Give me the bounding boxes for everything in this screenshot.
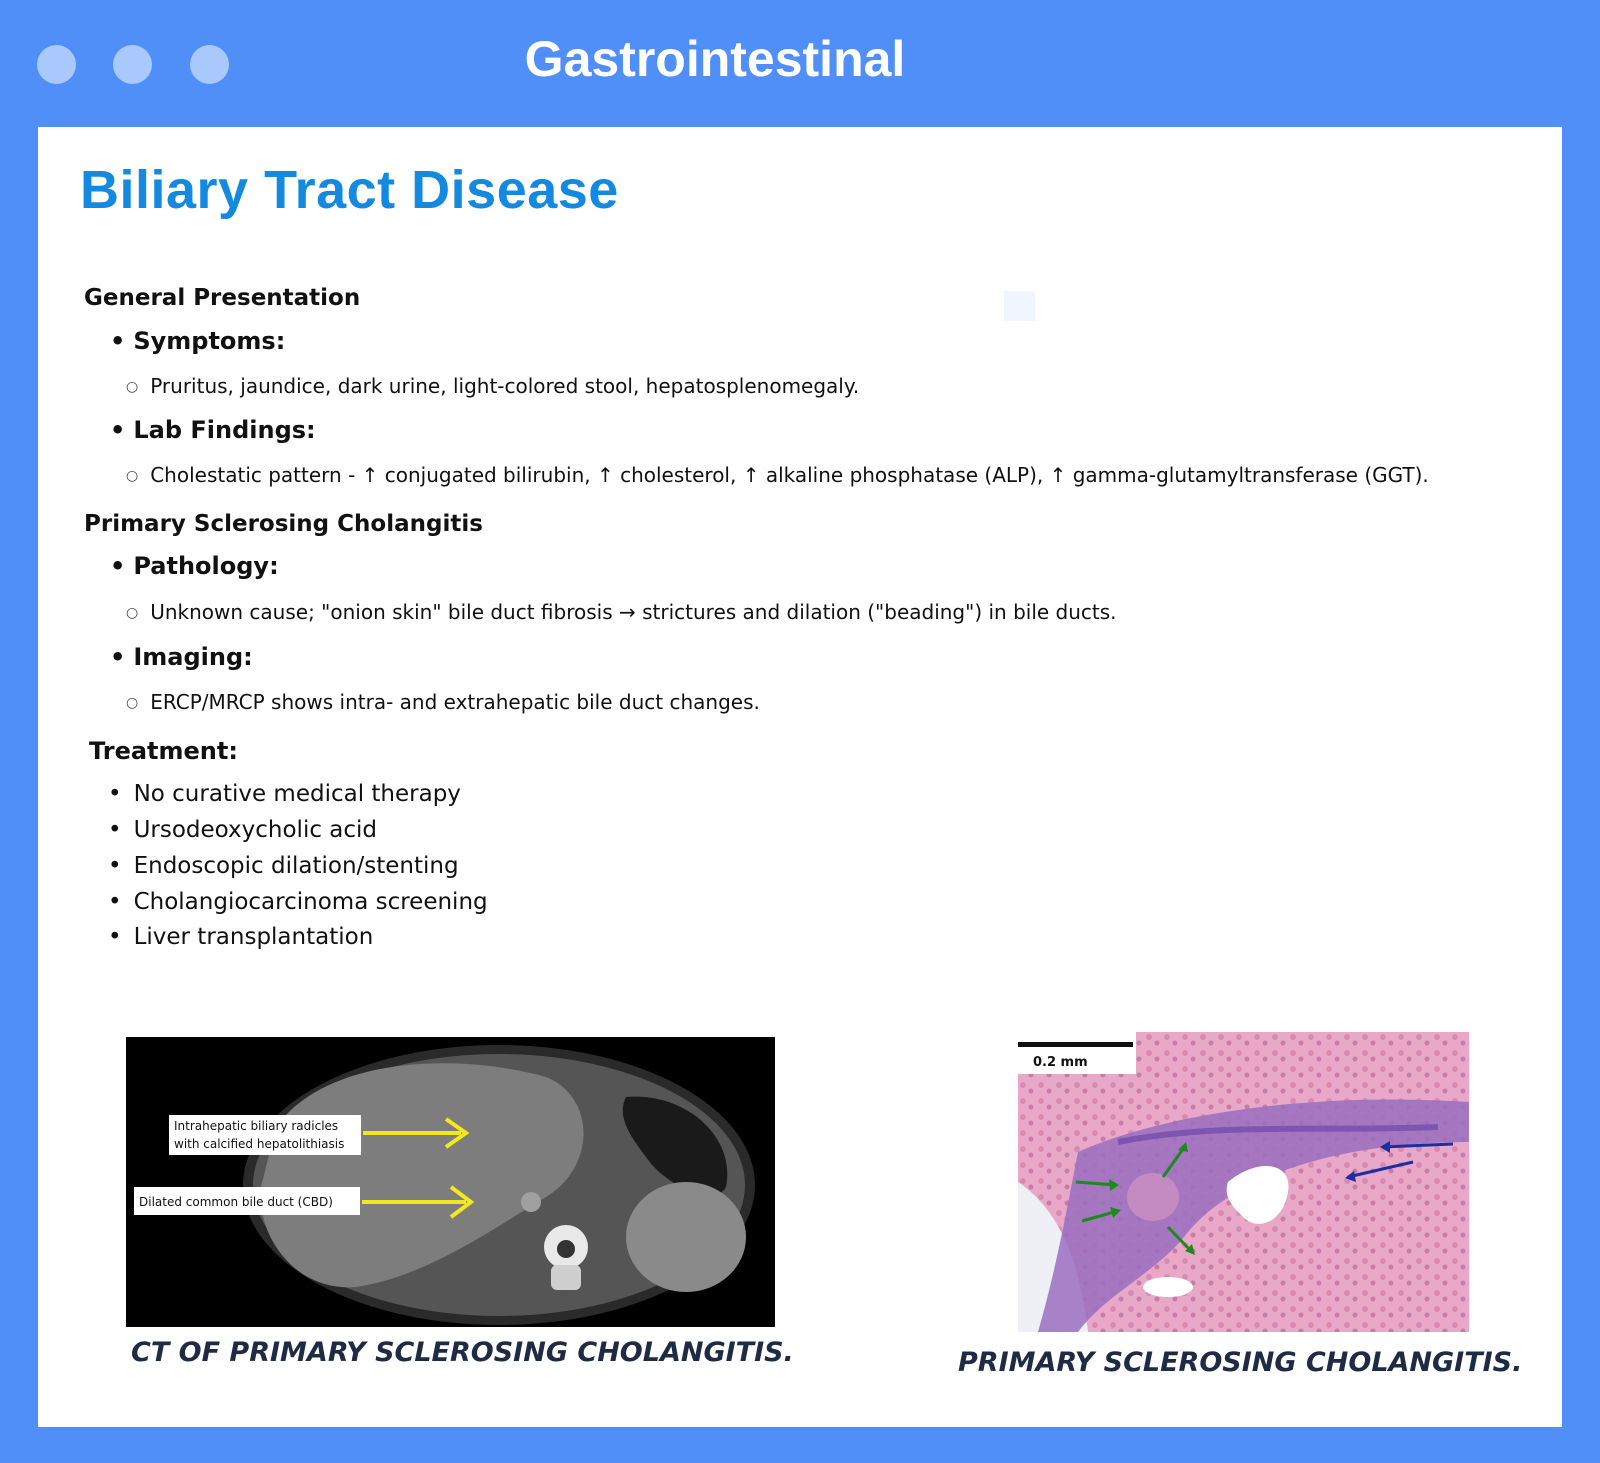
bullet-icon: •	[110, 327, 126, 355]
page-title: Biliary Tract Disease	[80, 160, 619, 220]
treatment-item	[108, 924, 373, 950]
pathology-text: Unknown cause; "onion skin" bile duct fibrosis → strictures and dilation ("beading") in bile ducts.	[150, 600, 1117, 624]
lab-findings-label: Lab Findings:	[133, 416, 316, 444]
content-panel	[38, 127, 1562, 1427]
treatment-item	[108, 853, 459, 879]
circle-bullet-icon: ○	[126, 468, 139, 484]
bullet-icon: •	[110, 416, 126, 444]
treatment-item-text: Liver transplantation	[133, 924, 374, 950]
bullet-icon: •	[110, 552, 126, 580]
scale-bar-label: 0.2 mm	[1033, 1055, 1088, 1070]
symptoms-label: Symptoms:	[133, 327, 286, 355]
imaging-text: ERCP/MRCP shows intra- and extrahepatic bile duct changes.	[150, 690, 760, 714]
pathology-label: Pathology:	[133, 552, 279, 580]
ct-label-intrahepatic-line2: with calcified hepatolithiasis	[174, 1137, 345, 1151]
bullet-icon: •	[108, 817, 122, 843]
histology-figure-caption: PRIMARY SCLEROSING CHOLANGITIS.	[958, 1347, 1523, 1378]
subheading-lab-findings	[110, 416, 316, 444]
section-heading-general: General Presentation	[84, 285, 361, 311]
symptoms-text: Pruritus, jaundice, dark urine, light-colored stool, hepatosplenomegaly.	[150, 374, 860, 398]
treatment-item-text: Endoscopic dilation/stenting	[133, 853, 459, 879]
bullet-icon: •	[110, 643, 126, 671]
faint-artifact	[1004, 291, 1035, 321]
circle-bullet-icon: ○	[126, 379, 139, 395]
window-title: Gastrointestinal	[524, 31, 906, 87]
section-heading-psc: Primary Sclerosing Cholangitis	[84, 511, 483, 537]
ct-figure-caption: CT OF PRIMARY SCLEROSING CHOLANGITIS.	[131, 1337, 794, 1368]
pathology-item	[126, 600, 1117, 624]
window-titlebar	[0, 0, 1600, 127]
lab-findings-text: Cholestatic pattern - ↑ conjugated bilirubin, ↑ cholesterol, ↑ alkaline phosphatase (ALP), ↑ gamma-glutamyltransferase (GGT).	[150, 463, 1429, 487]
treatment-item-text: Cholangiocarcinoma screening	[133, 889, 488, 915]
imaging-item	[126, 690, 760, 714]
treatment-item	[108, 781, 461, 807]
bullet-icon: •	[108, 853, 122, 879]
circle-bullet-icon: ○	[126, 605, 139, 621]
circle-bullet-icon: ○	[126, 695, 139, 711]
subheading-symptoms	[110, 327, 285, 355]
bullet-icon: •	[108, 889, 122, 915]
ct-label-cbd: Dilated common bile duct (CBD)	[139, 1195, 333, 1209]
ct-scan-image	[126, 1037, 775, 1327]
histology-image	[1018, 1032, 1469, 1332]
treatment-item-text: Ursodeoxycholic acid	[133, 817, 378, 843]
bullet-icon: •	[108, 781, 122, 807]
treatment-item	[108, 889, 488, 915]
bullet-icon: •	[108, 924, 122, 950]
subheading-pathology	[110, 552, 279, 580]
symptoms-item	[126, 374, 859, 398]
ct-label-intrahepatic-line1: Intrahepatic biliary radicles	[174, 1119, 339, 1133]
treatment-item-text: No curative medical therapy	[133, 781, 461, 807]
section-heading-treatment: Treatment:	[89, 737, 238, 765]
subheading-imaging	[110, 643, 253, 671]
imaging-label: Imaging:	[133, 643, 253, 671]
lab-findings-item	[126, 463, 1429, 487]
treatment-item	[108, 817, 377, 843]
